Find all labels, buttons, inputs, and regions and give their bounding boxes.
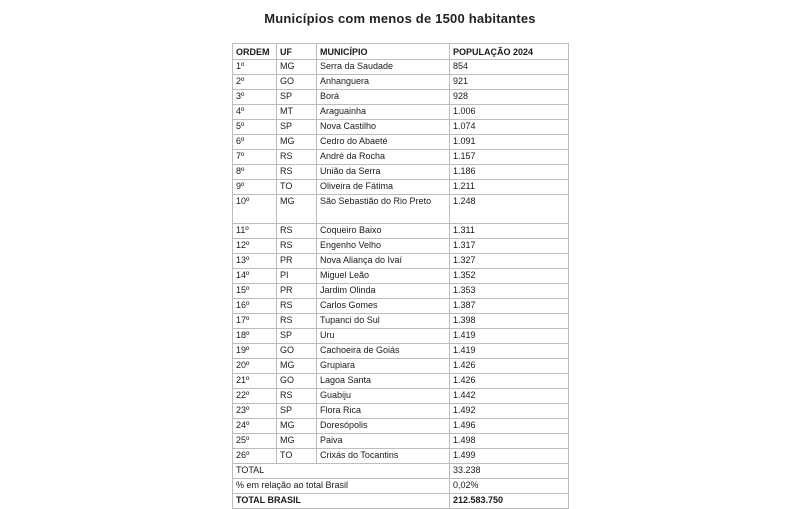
cell-uf: SP: [277, 404, 317, 419]
cell-municipio: Oliveira de Fátima: [317, 180, 450, 195]
cell-uf: PI: [277, 269, 317, 284]
cell-ordem: 9º: [233, 180, 277, 195]
table-row: [233, 135, 569, 150]
cell-populacao: 1.186: [450, 165, 569, 180]
header-uf: UF: [277, 44, 317, 60]
cell-municipio: Guabiju: [317, 389, 450, 404]
cell-populacao: 1.248: [450, 195, 569, 224]
table-row: [233, 75, 569, 90]
cell-uf: MT: [277, 105, 317, 120]
cell-uf: RS: [277, 314, 317, 329]
cell-populacao: 1.074: [450, 120, 569, 135]
cell-populacao: 1.419: [450, 344, 569, 359]
cell-municipio: Borá: [317, 90, 450, 105]
cell-ordem: 5º: [233, 120, 277, 135]
cell-populacao: 1.419: [450, 329, 569, 344]
cell-ordem: 6º: [233, 135, 277, 150]
cell-municipio: Serra da Saudade: [317, 60, 450, 75]
percent-row: [233, 479, 569, 494]
table-row: [233, 299, 569, 314]
cell-populacao: 1.492: [450, 404, 569, 419]
table-header-row: [233, 44, 569, 60]
cell-municipio: Anhanguera: [317, 75, 450, 90]
cell-ordem: 13º: [233, 254, 277, 269]
cell-municipio: André da Rocha: [317, 150, 450, 165]
cell-uf: PR: [277, 284, 317, 299]
cell-ordem: 7º: [233, 150, 277, 165]
cell-municipio: Uru: [317, 329, 450, 344]
cell-uf: PR: [277, 254, 317, 269]
total-row: [233, 464, 569, 479]
cell-uf: TO: [277, 449, 317, 464]
cell-ordem: 24º: [233, 419, 277, 434]
cell-populacao: 1.091: [450, 135, 569, 150]
cell-populacao: 854: [450, 60, 569, 75]
total-value: 33.238: [450, 464, 569, 479]
cell-populacao: 1.442: [450, 389, 569, 404]
total-brasil-value: 212.583.750: [450, 494, 569, 509]
cell-populacao: 1.353: [450, 284, 569, 299]
cell-municipio: Carlos Gomes: [317, 299, 450, 314]
cell-populacao: 1.387: [450, 299, 569, 314]
cell-populacao: 1.496: [450, 419, 569, 434]
cell-uf: MG: [277, 60, 317, 75]
cell-populacao: 921: [450, 75, 569, 90]
header-ordem: ORDEM: [233, 44, 277, 60]
table-row: [233, 195, 569, 224]
percent-value: 0,02%: [450, 479, 569, 494]
cell-populacao: 1.211: [450, 180, 569, 195]
cell-ordem: 20º: [233, 359, 277, 374]
cell-municipio: Grupiara: [317, 359, 450, 374]
total-label: TOTAL: [233, 464, 450, 479]
cell-ordem: 12º: [233, 239, 277, 254]
cell-municipio: Lagoa Santa: [317, 374, 450, 389]
cell-uf: RS: [277, 224, 317, 239]
cell-ordem: 21º: [233, 374, 277, 389]
cell-municipio: Miguel Leão: [317, 269, 450, 284]
cell-uf: RS: [277, 165, 317, 180]
cell-populacao: 1.311: [450, 224, 569, 239]
cell-uf: MG: [277, 135, 317, 150]
table-row: [233, 60, 569, 75]
cell-municipio: Engenho Velho: [317, 239, 450, 254]
cell-populacao: 1.157: [450, 150, 569, 165]
cell-uf: TO: [277, 180, 317, 195]
cell-ordem: 10º: [233, 195, 277, 224]
cell-uf: MG: [277, 434, 317, 449]
cell-ordem: 3º: [233, 90, 277, 105]
cell-uf: SP: [277, 90, 317, 105]
cell-ordem: 22º: [233, 389, 277, 404]
table-row: [233, 120, 569, 135]
cell-municipio: Nova Castilho: [317, 120, 450, 135]
table-row: [233, 150, 569, 165]
table-row: [233, 329, 569, 344]
cell-populacao: 928: [450, 90, 569, 105]
cell-uf: SP: [277, 329, 317, 344]
total-brasil-row: [233, 494, 569, 509]
cell-populacao: 1.352: [450, 269, 569, 284]
cell-ordem: 8º: [233, 165, 277, 180]
cell-ordem: 2º: [233, 75, 277, 90]
cell-municipio: Jardim Olinda: [317, 284, 450, 299]
total-brasil-label: TOTAL BRASIL: [233, 494, 450, 509]
page-title: Municípios com menos de 1500 habitantes: [264, 11, 536, 26]
cell-municipio: Nova Aliança do Ivaí: [317, 254, 450, 269]
cell-ordem: 19º: [233, 344, 277, 359]
cell-ordem: 11º: [233, 224, 277, 239]
table-row: [233, 419, 569, 434]
cell-municipio: Tupanci do Sul: [317, 314, 450, 329]
table-row: [233, 180, 569, 195]
table-row: [233, 404, 569, 419]
cell-ordem: 1º: [233, 60, 277, 75]
cell-uf: GO: [277, 75, 317, 90]
cell-municipio: Doresópolis: [317, 419, 450, 434]
table-row: [233, 359, 569, 374]
cell-populacao: 1.398: [450, 314, 569, 329]
cell-ordem: 4º: [233, 105, 277, 120]
table-row: [233, 239, 569, 254]
cell-municipio: Araguainha: [317, 105, 450, 120]
cell-populacao: 1.327: [450, 254, 569, 269]
table-row: [233, 314, 569, 329]
cell-municipio: Crixás do Tocantins: [317, 449, 450, 464]
table-body: [233, 60, 569, 464]
cell-uf: GO: [277, 374, 317, 389]
table-row: [233, 269, 569, 284]
table-row: [233, 374, 569, 389]
cell-uf: RS: [277, 389, 317, 404]
cell-ordem: 14º: [233, 269, 277, 284]
cell-uf: MG: [277, 419, 317, 434]
cell-uf: RS: [277, 299, 317, 314]
cell-populacao: 1.317: [450, 239, 569, 254]
cell-populacao: 1.426: [450, 359, 569, 374]
cell-municipio: Cachoeira de Goiás: [317, 344, 450, 359]
percent-label: % em relação ao total Brasil: [233, 479, 450, 494]
header-municipio: MUNICÍPIO: [317, 44, 450, 60]
cell-ordem: 17º: [233, 314, 277, 329]
cell-municipio: Paiva: [317, 434, 450, 449]
cell-populacao: 1.498: [450, 434, 569, 449]
cell-ordem: 15º: [233, 284, 277, 299]
cell-municipio: Flora Rica: [317, 404, 450, 419]
table-row: [233, 344, 569, 359]
cell-municipio: Cedro do Abaeté: [317, 135, 450, 150]
cell-uf: RS: [277, 150, 317, 165]
cell-ordem: 18º: [233, 329, 277, 344]
table-row: [233, 284, 569, 299]
cell-uf: MG: [277, 195, 317, 224]
cell-uf: RS: [277, 239, 317, 254]
municipalities-table: [232, 43, 569, 509]
table-row: [233, 389, 569, 404]
header-populacao: POPULAÇÃO 2024: [450, 44, 569, 60]
table-row: [233, 90, 569, 105]
cell-ordem: 23º: [233, 404, 277, 419]
cell-populacao: 1.006: [450, 105, 569, 120]
cell-municipio: São Sebastião do Rio Preto: [317, 195, 450, 224]
cell-municipio: Coqueiro Baixo: [317, 224, 450, 239]
cell-populacao: 1.426: [450, 374, 569, 389]
table-row: [233, 434, 569, 449]
cell-uf: SP: [277, 120, 317, 135]
cell-municipio: União da Serra: [317, 165, 450, 180]
table-row: [233, 254, 569, 269]
cell-uf: GO: [277, 344, 317, 359]
table-row: [233, 105, 569, 120]
cell-ordem: 16º: [233, 299, 277, 314]
cell-ordem: 25º: [233, 434, 277, 449]
cell-uf: MG: [277, 359, 317, 374]
table-row: [233, 224, 569, 239]
table-row: [233, 449, 569, 464]
cell-populacao: 1.499: [450, 449, 569, 464]
table-row: [233, 165, 569, 180]
cell-ordem: 26º: [233, 449, 277, 464]
